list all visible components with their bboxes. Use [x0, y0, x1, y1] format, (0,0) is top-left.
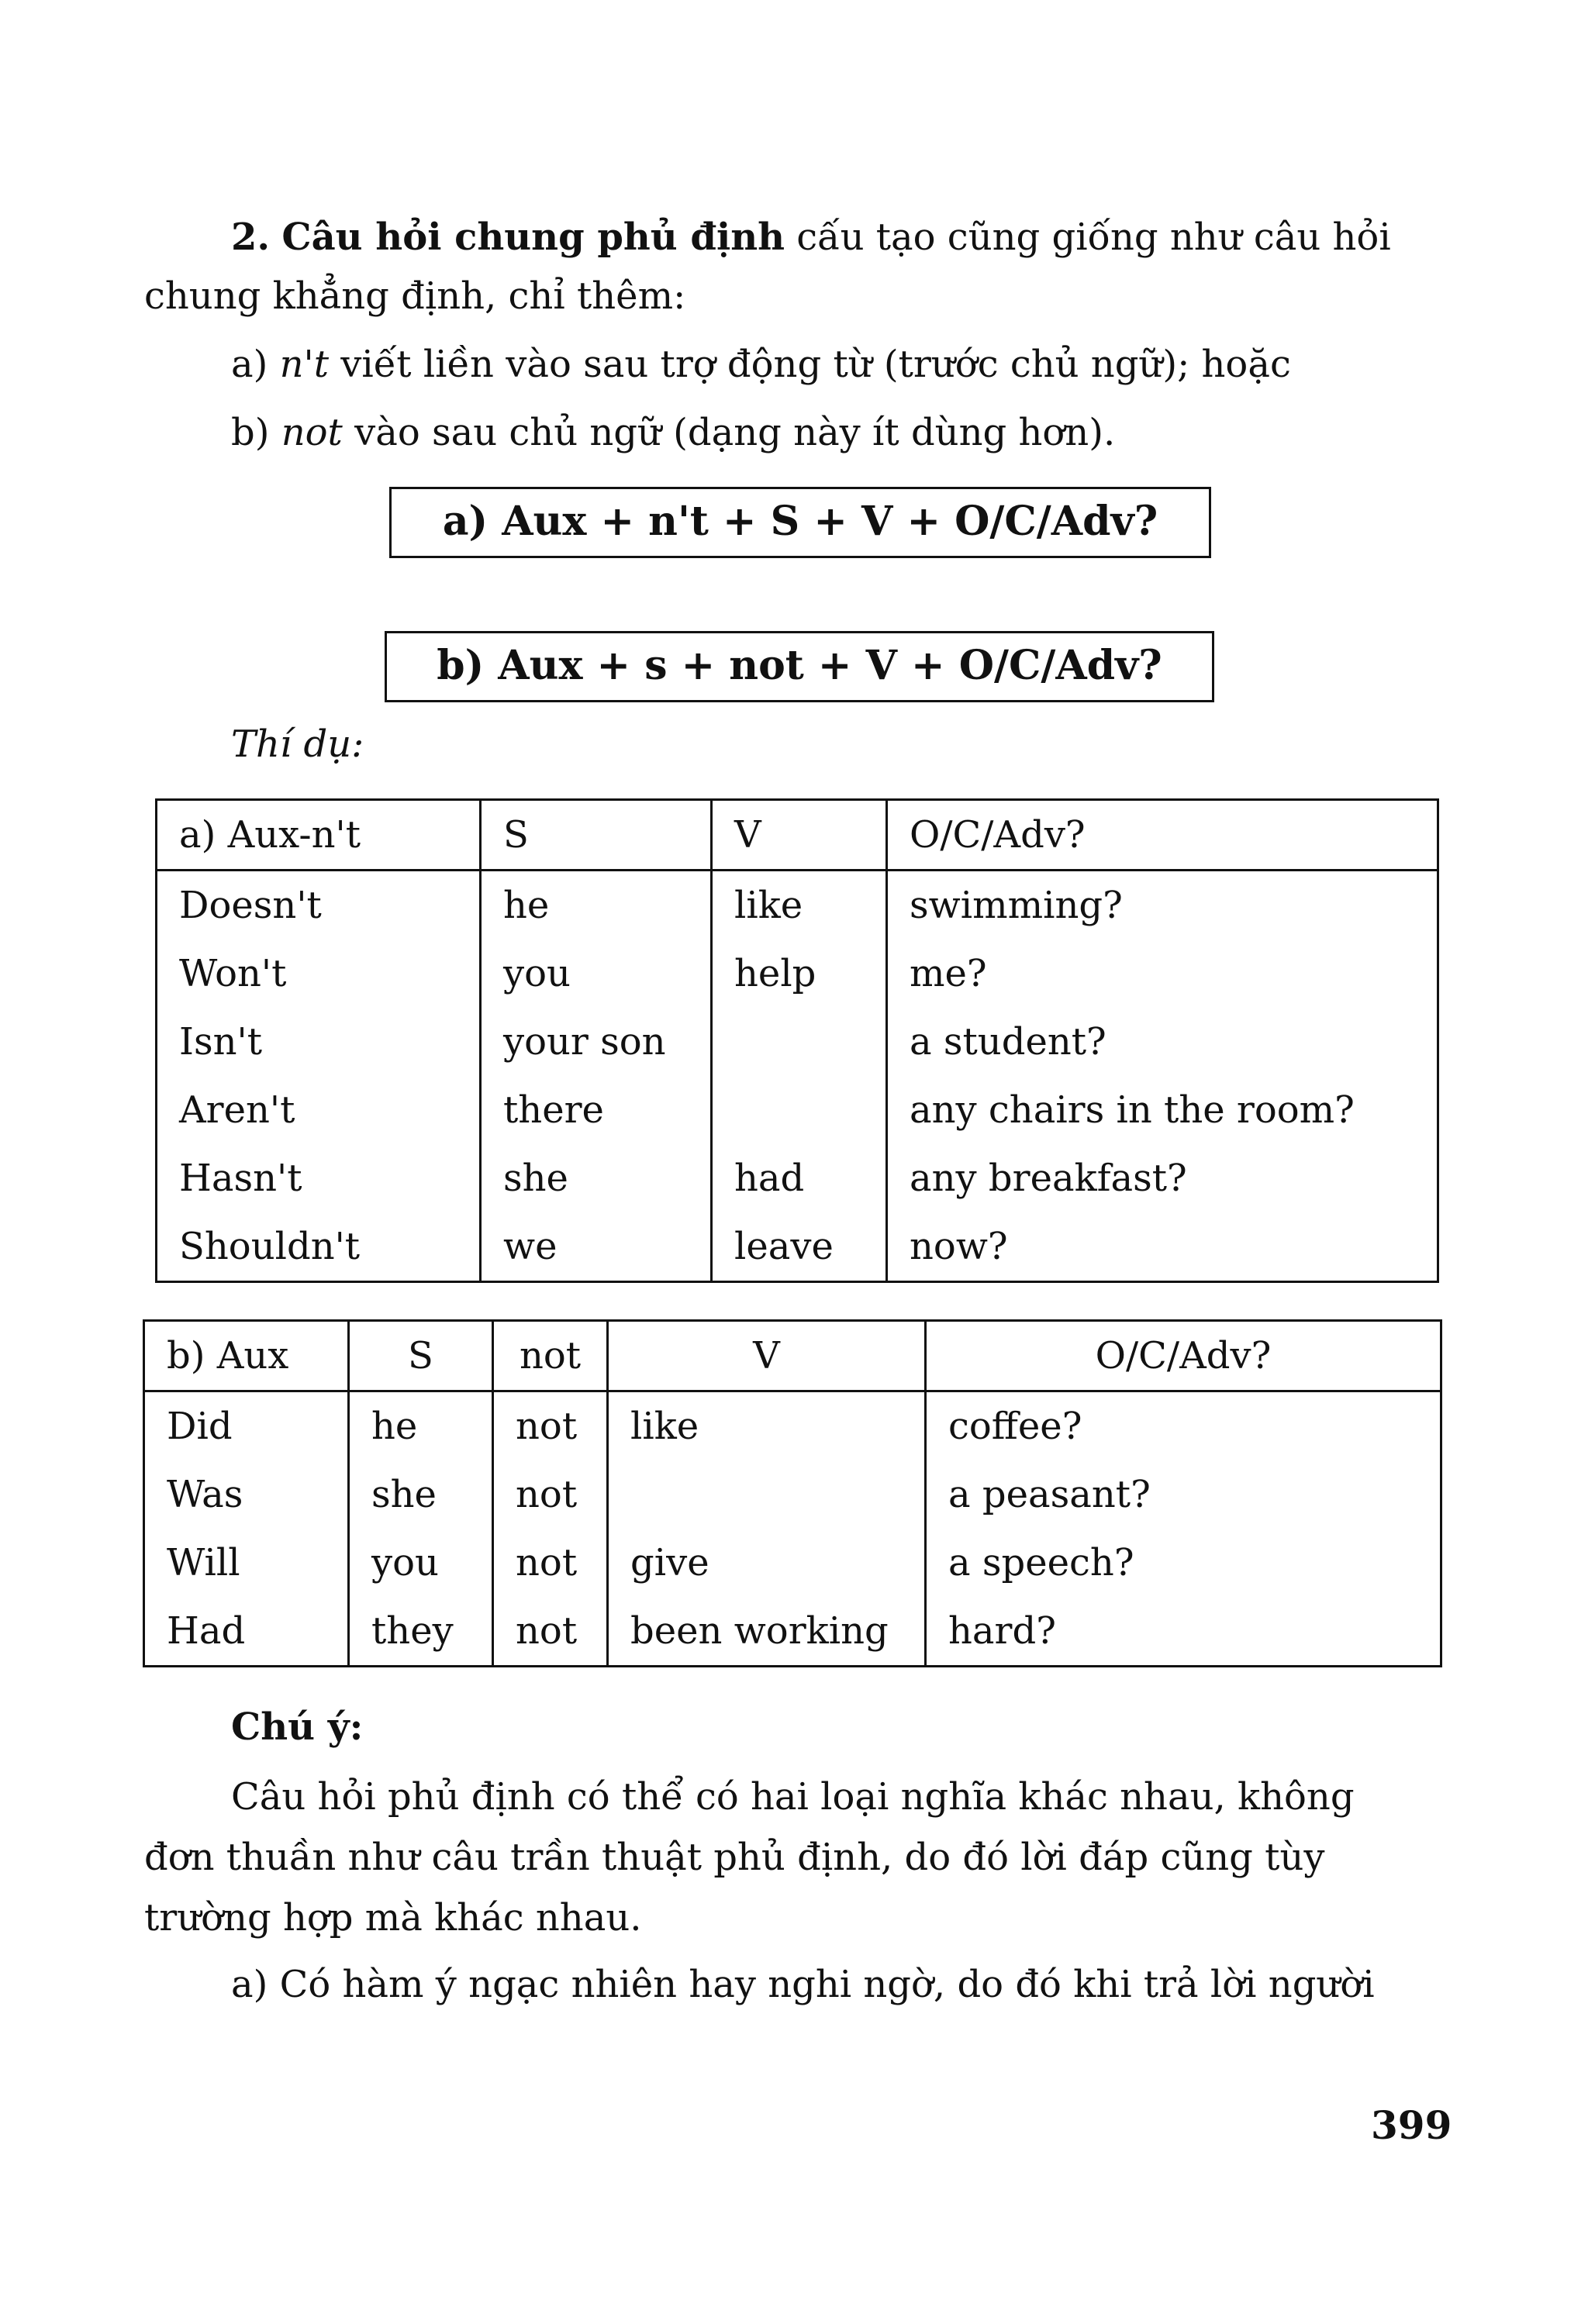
table-cell: like — [608, 1391, 926, 1461]
table-b-header: b) Aux — [144, 1321, 349, 1391]
table-b-header: O/C/Adv? — [926, 1321, 1441, 1391]
table-cell: you — [481, 940, 712, 1008]
table-a-header: O/C/Adv? — [887, 800, 1438, 871]
table-cell: like — [712, 871, 887, 940]
table-a-header: V — [712, 800, 887, 871]
table-cell: we — [481, 1212, 712, 1282]
table-cell — [712, 1076, 887, 1144]
table-cell: a peasant? — [926, 1460, 1441, 1529]
table-b-header: V — [608, 1321, 926, 1391]
item-a: a) n't viết liền vào sau trợ động từ (trước chủ ngữ); hoặc — [231, 343, 1291, 386]
table-cell: any chairs in the room? — [887, 1076, 1438, 1144]
table-cell: not — [493, 1597, 608, 1667]
table-b-header: S — [349, 1321, 493, 1391]
table-row — [157, 871, 1438, 940]
item-b-term: not — [281, 411, 343, 454]
section-heading: Câu hỏi chung phủ định — [281, 216, 785, 259]
table-cell: your son — [481, 1008, 712, 1076]
note-para-line-3: trường hợp mà khác nhau. — [144, 1896, 642, 1940]
table-cell: she — [481, 1144, 712, 1212]
table-cell: Will — [144, 1529, 349, 1597]
table-cell: Hasn't — [157, 1144, 481, 1212]
table-row — [157, 1076, 1438, 1144]
table-cell: Won't — [157, 940, 481, 1008]
intro-line-2: chung khẳng định, chỉ thêm: — [144, 274, 686, 318]
table-cell: Did — [144, 1391, 349, 1461]
table-cell: Was — [144, 1460, 349, 1529]
note-para2-line-1: a) Có hàm ý ngạc nhiên hay nghi ngờ, do đó khi trả lời người — [231, 1963, 1375, 2006]
table-cell: they — [349, 1597, 493, 1667]
intro-line-1 — [231, 214, 1391, 260]
table-cell: a student? — [887, 1008, 1438, 1076]
table-cell: had — [712, 1144, 887, 1212]
table-cell: there — [481, 1076, 712, 1144]
table-b-header: not — [493, 1321, 608, 1391]
table-row — [157, 1212, 1438, 1282]
intro-text: cấu tạo cũng giống như câu hỏi — [785, 216, 1391, 259]
table-b-header-row — [144, 1321, 1441, 1391]
table-cell: not — [493, 1529, 608, 1597]
table-cell: swimming? — [887, 871, 1438, 940]
table-cell: me? — [887, 940, 1438, 1008]
table-row — [144, 1460, 1441, 1529]
table-row — [144, 1391, 1441, 1461]
table-cell: not — [493, 1460, 608, 1529]
table-cell: Isn't — [157, 1008, 481, 1076]
table-cell: Had — [144, 1597, 349, 1667]
note-title: Chú ý: — [231, 1705, 364, 1749]
note-para-line-2: đơn thuần như câu trần thuật phủ định, do đó lời đáp cũng tùy — [144, 1836, 1325, 1879]
table-cell: you — [349, 1529, 493, 1597]
table-row — [157, 940, 1438, 1008]
table-cell: give — [608, 1529, 926, 1597]
item-a-term: n't — [279, 343, 330, 386]
page-number: 399 — [1371, 2102, 1452, 2148]
example-label: Thí dụ: — [231, 722, 364, 766]
table-cell: not — [493, 1391, 608, 1461]
table-row — [157, 1008, 1438, 1076]
table-cell: he — [349, 1391, 493, 1461]
table-cell — [608, 1460, 926, 1529]
note-para-line-1: Câu hỏi phủ định có thể có hai loại nghĩa khác nhau, không — [231, 1775, 1355, 1819]
table-a-header-row — [157, 800, 1438, 871]
table-cell: help — [712, 940, 887, 1008]
table-cell: coffee? — [926, 1391, 1441, 1461]
table-row — [144, 1529, 1441, 1597]
formula-a-box: a) Aux + n't + S + V + O/C/Adv? — [389, 487, 1211, 558]
table-cell: he — [481, 871, 712, 940]
table-cell: leave — [712, 1212, 887, 1282]
table-cell: Doesn't — [157, 871, 481, 940]
table-cell: Shouldn't — [157, 1212, 481, 1282]
formula-b-box: b) Aux + s + not + V + O/C/Adv? — [385, 631, 1214, 702]
table-cell: now? — [887, 1212, 1438, 1282]
table-row — [144, 1597, 1441, 1667]
table-cell: a speech? — [926, 1529, 1441, 1597]
section-number: 2. — [231, 216, 271, 259]
table-cell — [712, 1008, 887, 1076]
table-b — [143, 1319, 1442, 1667]
item-b: b) not vào sau chủ ngữ (dạng này ít dùng hơn). — [231, 411, 1116, 454]
table-cell: she — [349, 1460, 493, 1529]
table-cell: hard? — [926, 1597, 1441, 1667]
table-a — [155, 798, 1439, 1283]
table-a-header: S — [481, 800, 712, 871]
table-a-header: a) Aux-n't — [157, 800, 481, 871]
table-cell: been working — [608, 1597, 926, 1667]
table-row — [157, 1144, 1438, 1212]
table-cell: any breakfast? — [887, 1144, 1438, 1212]
table-cell: Aren't — [157, 1076, 481, 1144]
